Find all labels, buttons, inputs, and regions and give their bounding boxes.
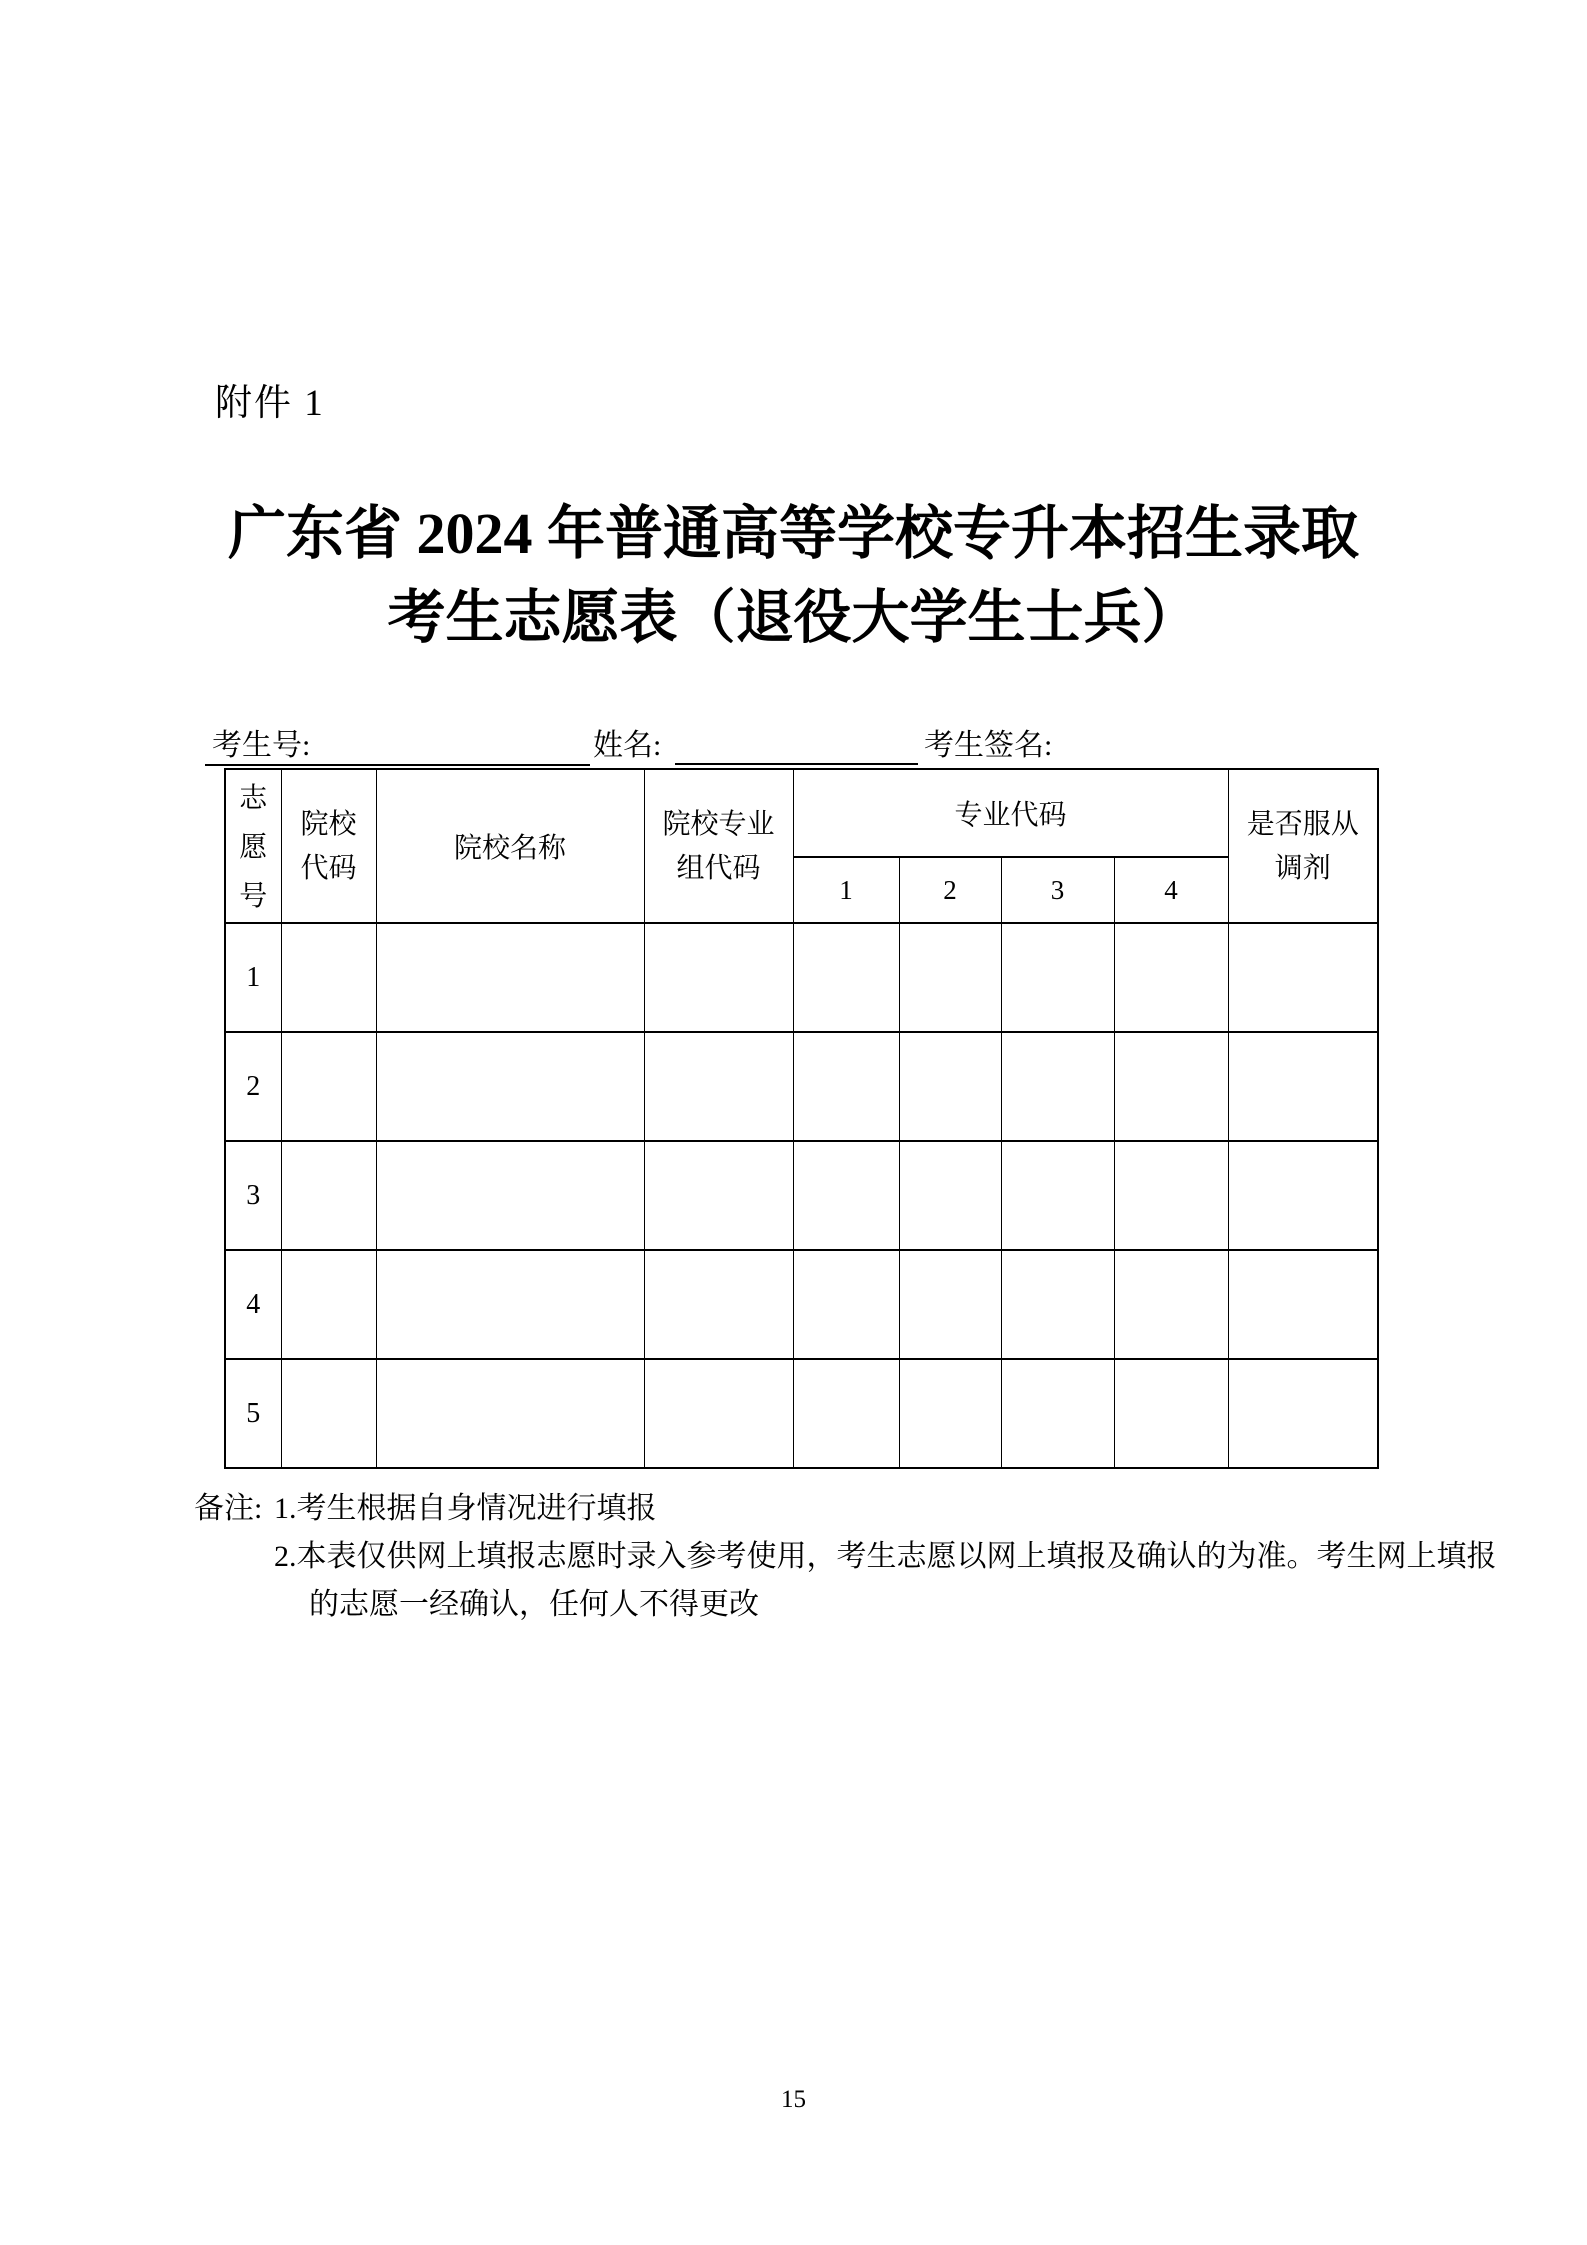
row-4-college-code-cell: [281, 1250, 376, 1359]
row-1-number: 1: [225, 923, 281, 1032]
row-4-major-code-3-cell: [1001, 1250, 1114, 1359]
col-header-preference-no-char3: 号: [239, 879, 268, 911]
col-header-college-group-code-line1: 院校专业: [662, 808, 775, 839]
row-5-obey-adjustment-cell: [1228, 1359, 1378, 1468]
row-5-number: 5: [225, 1359, 281, 1468]
col-header-college-group-code: [644, 769, 793, 923]
exam-no-field: [205, 728, 590, 766]
col-header-major-code-3: 3: [1001, 857, 1114, 923]
row-5-college-group-code-cell: [644, 1359, 793, 1468]
row-1-college-group-code-cell: [644, 923, 793, 1032]
page-number: 15: [781, 2086, 806, 2113]
col-header-obey-adjustment-line1: 是否服从: [1246, 808, 1359, 839]
row-5-college-code-cell: [281, 1359, 376, 1468]
col-header-obey-adjustment-line2: 调剂: [1274, 852, 1331, 883]
row-4-college-group-code-cell: [644, 1250, 793, 1359]
col-header-preference-no-char2: 愿: [239, 830, 268, 862]
row-3-college-code-cell: [281, 1141, 376, 1250]
row-5-major-code-2-cell: [899, 1359, 1001, 1468]
row-1-obey-adjustment-cell: [1228, 923, 1378, 1032]
row-3-number: 3: [225, 1141, 281, 1250]
row-2-number: 2: [225, 1032, 281, 1141]
col-header-major-code-2: 2: [899, 857, 1001, 923]
row-2-major-code-4-cell: [1114, 1032, 1228, 1141]
col-header-major-code-1: 1: [793, 857, 899, 923]
row-5-college-name-cell: [376, 1359, 644, 1468]
row-5-major-code-3-cell: [1001, 1359, 1114, 1468]
page-title-line2: 考生志愿表（退役大学生士兵）: [387, 585, 1200, 650]
row-1-major-code-2-cell: [899, 923, 1001, 1032]
table-row: [225, 923, 1378, 1032]
row-1-college-name-cell: [376, 923, 644, 1032]
col-header-college-name: 院校名称: [376, 769, 644, 923]
row-2-obey-adjustment-cell: [1228, 1032, 1378, 1141]
volunteer-table: [224, 768, 1379, 1469]
row-4-obey-adjustment-cell: [1228, 1250, 1378, 1359]
table-row: [225, 1359, 1378, 1468]
row-3-major-code-4-cell: [1114, 1141, 1228, 1250]
row-1-college-code-cell: [281, 923, 376, 1032]
row-2-major-code-1-cell: [793, 1032, 899, 1141]
col-header-college-group-code-line2: 组代码: [676, 852, 761, 883]
note-line-1: 1.考生根据自身情况进行填报: [274, 1492, 657, 1525]
row-3-major-code-3-cell: [1001, 1141, 1114, 1250]
row-5-major-code-4-cell: [1114, 1359, 1228, 1468]
row-4-number: 4: [225, 1250, 281, 1359]
note-line-2: 2.本表仅供网上填报志愿时录入参考使用，考生志愿以网上填报及确认的为准。考生网上填报: [274, 1540, 1497, 1573]
col-header-college-code: [281, 769, 376, 923]
signature-label: 考生签名:: [924, 729, 1053, 762]
name-label: 姓名:: [593, 729, 662, 762]
row-2-major-code-3-cell: [1001, 1032, 1114, 1141]
row-3-major-code-2-cell: [899, 1141, 1001, 1250]
attachment-label: 附件 1: [215, 383, 325, 424]
row-1-major-code-1-cell: [793, 923, 899, 1032]
page-title-line1: 广东省 2024 年普通高等学校专升本招生录取: [227, 501, 1359, 566]
row-2-major-code-2-cell: [899, 1032, 1001, 1141]
row-1-major-code-3-cell: [1001, 923, 1114, 1032]
row-1-major-code-4-cell: [1114, 923, 1228, 1032]
row-3-college-name-cell: [376, 1141, 644, 1250]
table-row: [225, 1032, 1378, 1141]
row-3-college-group-code-cell: [644, 1141, 793, 1250]
row-4-college-name-cell: [376, 1250, 644, 1359]
col-header-major-code: 专业代码: [793, 769, 1228, 857]
note-line-3: 的志愿一经确认，任何人不得更改: [309, 1588, 759, 1621]
col-header-college-code-line2: 代码: [300, 852, 357, 883]
row-5-major-code-1-cell: [793, 1359, 899, 1468]
notes-label: 备注:: [194, 1492, 263, 1525]
page-title: [0, 492, 1587, 660]
row-4-major-code-2-cell: [899, 1250, 1001, 1359]
row-2-college-code-cell: [281, 1032, 376, 1141]
col-header-major-code-4: 4: [1114, 857, 1228, 923]
row-2-college-name-cell: [376, 1032, 644, 1141]
table-row: [225, 1250, 1378, 1359]
col-header-college-code-line1: 院校: [300, 808, 357, 839]
name-blank-line: [675, 728, 918, 765]
row-2-college-group-code-cell: [644, 1032, 793, 1141]
row-3-major-code-1-cell: [793, 1141, 899, 1250]
col-header-obey-adjustment: [1228, 769, 1378, 923]
row-4-major-code-4-cell: [1114, 1250, 1228, 1359]
row-4-major-code-1-cell: [793, 1250, 899, 1359]
col-header-preference-no: [225, 769, 281, 923]
exam-no-label: 考生号:: [212, 729, 311, 762]
row-3-obey-adjustment-cell: [1228, 1141, 1378, 1250]
col-header-preference-no-char1: 志: [239, 781, 268, 813]
table-row: [225, 1141, 1378, 1250]
